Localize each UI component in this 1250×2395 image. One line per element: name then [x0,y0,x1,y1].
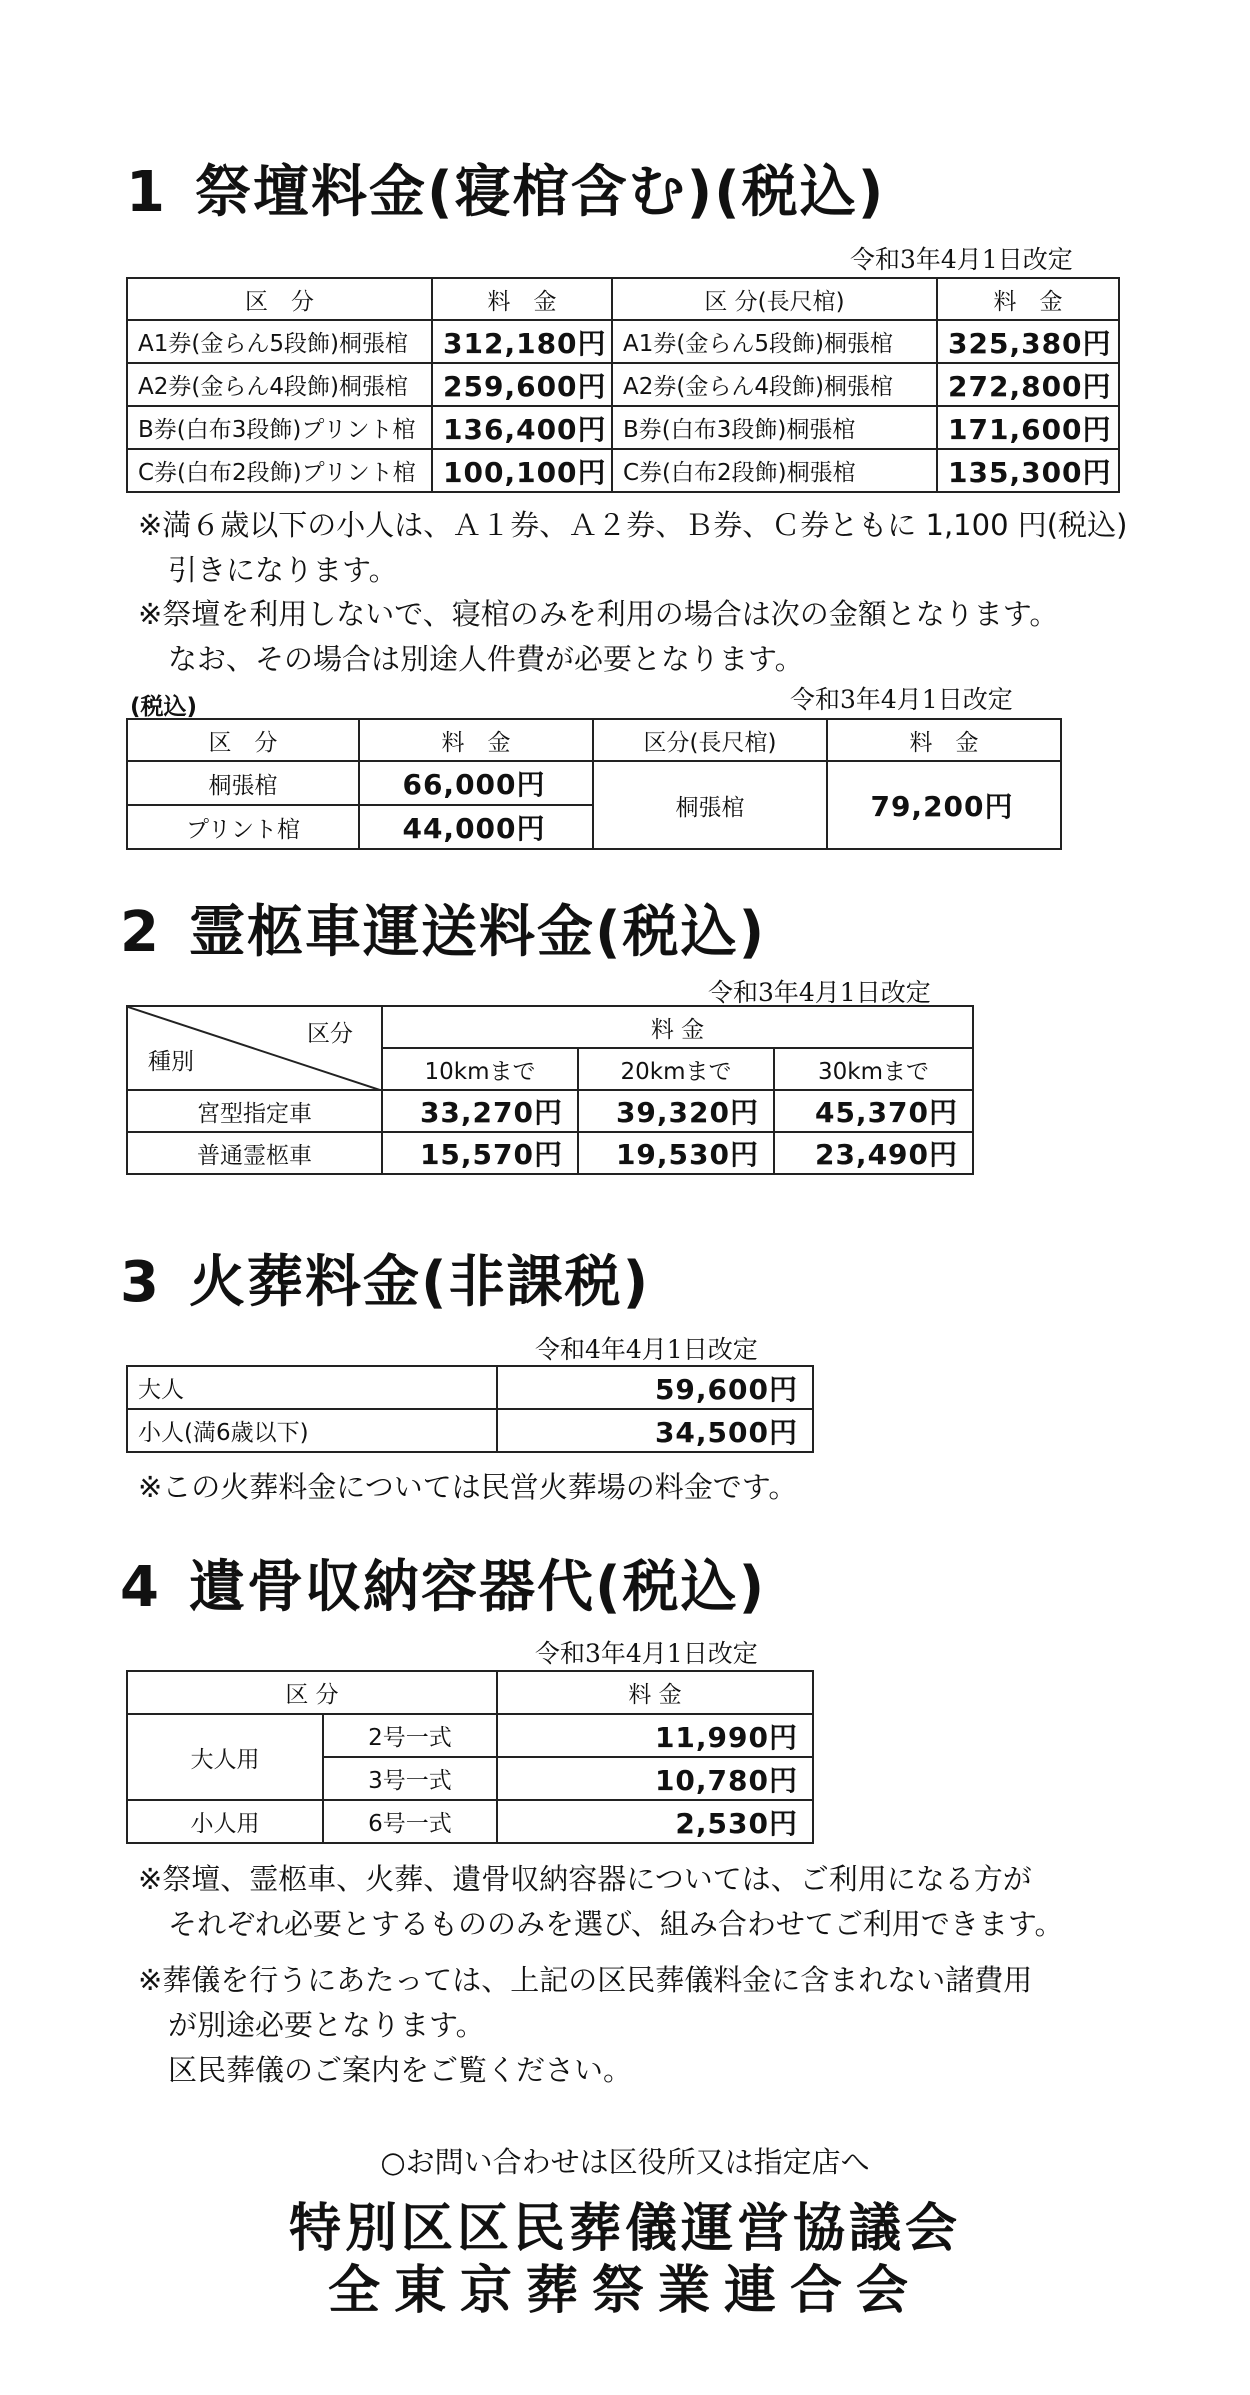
altar-category: B券(白布3段飾)プリント棺 [127,406,432,449]
coffin-revised: 令和3年4月1日改定 [790,685,1013,714]
hearse-price-20km: 19,530円 [578,1132,774,1174]
section1-title: 祭壇料金(寝棺含む)(税込) [194,160,886,225]
section4-title: 遺骨収納容器代(税込) [188,1555,767,1620]
hearse-price-30km: 45,370円 [774,1090,973,1132]
table-row [127,363,1119,406]
cremation-price: 59,600円 [497,1366,813,1409]
table-row [127,1714,813,1757]
note-extra-costs: ※葬儀を行うにあたっては、上記の区民葬儀料金に含まれない諸費用 が別途必要となります。 区民葬儀のご案内をご覧ください。 [138,1963,1033,2087]
urn-price: 11,990円 [497,1714,813,1757]
altar-price: 100,100円 [432,449,612,492]
coffin-category-long: 桐張棺 [593,761,827,849]
section3-heading [120,1250,651,1315]
urn-price: 10,780円 [497,1757,813,1800]
altar-category-long: C券(白布2段飾)桐張棺 [612,449,937,492]
hearse-type: 宮型指定車 [127,1090,382,1132]
table-row [127,320,1119,363]
section4-revised: 令和3年4月1日改定 [535,1639,758,1668]
coffin-fee-table [126,718,1062,850]
altar-price: 136,400円 [432,406,612,449]
section3-revised: 令和4年4月1日改定 [535,1335,758,1364]
hearse-corner-bottom: 種別 [148,1049,194,1075]
section3-title: 火葬料金(非課税) [188,1250,651,1315]
altar-category: A2券(金らん4段飾)桐張棺 [127,363,432,406]
distance-10km: 10kmまで [382,1048,578,1090]
table-row [127,1800,813,1843]
altar-header-fee-long: 料 金 [937,278,1119,320]
altar-category: C券(白布2段飾)プリント棺 [127,449,432,492]
altar-price-long: 135,300円 [937,449,1119,492]
table-row [127,1366,813,1409]
table-row [127,1132,973,1174]
hearse-fee-table [126,1005,974,1175]
altar-category-long: B券(白布3段飾)桐張棺 [612,406,937,449]
hearse-type: 普通霊柩車 [127,1132,382,1174]
urn-header-category: 区 分 [127,1671,497,1714]
altar-price: 312,180円 [432,320,612,363]
urn-adult-label: 大人用 [127,1714,323,1800]
footer-contact: ○お問い合わせは区役所又は指定店へ [380,2145,870,2179]
coffin-price: 66,000円 [359,761,593,805]
urn-size: 2号一式 [323,1714,497,1757]
altar-header-fee: 料 金 [432,278,612,320]
altar-price-long: 171,600円 [937,406,1119,449]
coffin-category: プリント棺 [127,805,359,849]
urn-fee-table [126,1670,814,1844]
section1-heading [126,160,886,225]
urn-size: 3号一式 [323,1757,497,1800]
footer-org-1: 特別区区民葬儀運営協議会 [288,2199,961,2259]
section1-note-child-discount: ※満６歳以下の小人は、Ａ１券、Ａ２券、Ｂ券、Ｃ券ともに 1,100 円(税込) 引きになります。 [138,508,1128,587]
coffin-category: 桐張棺 [127,761,359,805]
coffin-header-fee: 料 金 [359,719,593,761]
coffin-header-fee-long: 料 金 [827,719,1061,761]
altar-price: 259,600円 [432,363,612,406]
altar-category-long: A1券(金らん5段飾)桐張棺 [612,320,937,363]
hearse-price-30km: 23,490円 [774,1132,973,1174]
section2-number: 2 [120,900,161,965]
urn-child-label: 小人用 [127,1800,323,1843]
hearse-corner-cell [127,1006,382,1090]
cremation-category: 大人 [127,1366,497,1409]
table-row [127,1090,973,1132]
section1-revised: 令和3年4月1日改定 [850,245,1073,274]
altar-category: A1券(金らん5段飾)桐張棺 [127,320,432,363]
table-row [127,449,1119,492]
section1-note-coffin-only: ※祭壇を利用しないで、寝棺のみを利用の場合は次の金額となります。 なお、その場合は別途人件費が必要となります。 [138,597,1059,676]
hearse-fee-header: 料 金 [382,1006,973,1048]
hearse-price-10km: 15,570円 [382,1132,578,1174]
distance-30km: 30kmまで [774,1048,973,1090]
section4-number: 4 [120,1555,161,1620]
section2-revised: 令和3年4月1日改定 [708,978,931,1007]
section1-number: 1 [126,160,167,225]
footer-org-2: 全東京葬祭業連合会 [327,2261,922,2321]
urn-price: 2,530円 [497,1800,813,1843]
section3-number: 3 [120,1250,161,1315]
hearse-price-20km: 39,320円 [578,1090,774,1132]
altar-price-long: 325,380円 [937,320,1119,363]
note-combination: ※祭壇、霊柩車、火葬、遺骨収納容器については、ご利用になる方が それぞれ必要とするもののみを選び、組み合わせてご利用できます。 [138,1862,1064,1941]
table-row [127,1409,813,1452]
table-row [127,761,1061,805]
cremation-category: 小人(満6歳以下) [127,1409,497,1452]
section2-title: 霊柩車運送料金(税込) [188,900,767,965]
urn-size: 6号一式 [323,1800,497,1843]
coffin-price: 44,000円 [359,805,593,849]
hearse-price-10km: 33,270円 [382,1090,578,1132]
hearse-corner-top: 区分 [307,1021,353,1047]
altar-header-category: 区 分 [127,278,432,320]
section2-heading [120,900,767,965]
coffin-header-category-long: 区分(長尺棺) [593,719,827,761]
cremation-price: 34,500円 [497,1409,813,1452]
distance-20km: 20kmまで [578,1048,774,1090]
cremation-fee-table [126,1365,814,1453]
altar-fee-table [126,277,1120,493]
coffin-tax-label: (税込) [130,694,198,720]
section4-heading [120,1555,767,1620]
table-row [127,406,1119,449]
section3-note: ※この火葬料金については民営火葬場の料金です。 [138,1470,798,1504]
altar-price-long: 272,800円 [937,363,1119,406]
altar-header-category-long: 区 分(長尺棺) [612,278,937,320]
coffin-header-category: 区 分 [127,719,359,761]
coffin-price-long: 79,200円 [827,761,1061,849]
urn-header-fee: 料 金 [497,1671,813,1714]
altar-category-long: A2券(金らん4段飾)桐張棺 [612,363,937,406]
